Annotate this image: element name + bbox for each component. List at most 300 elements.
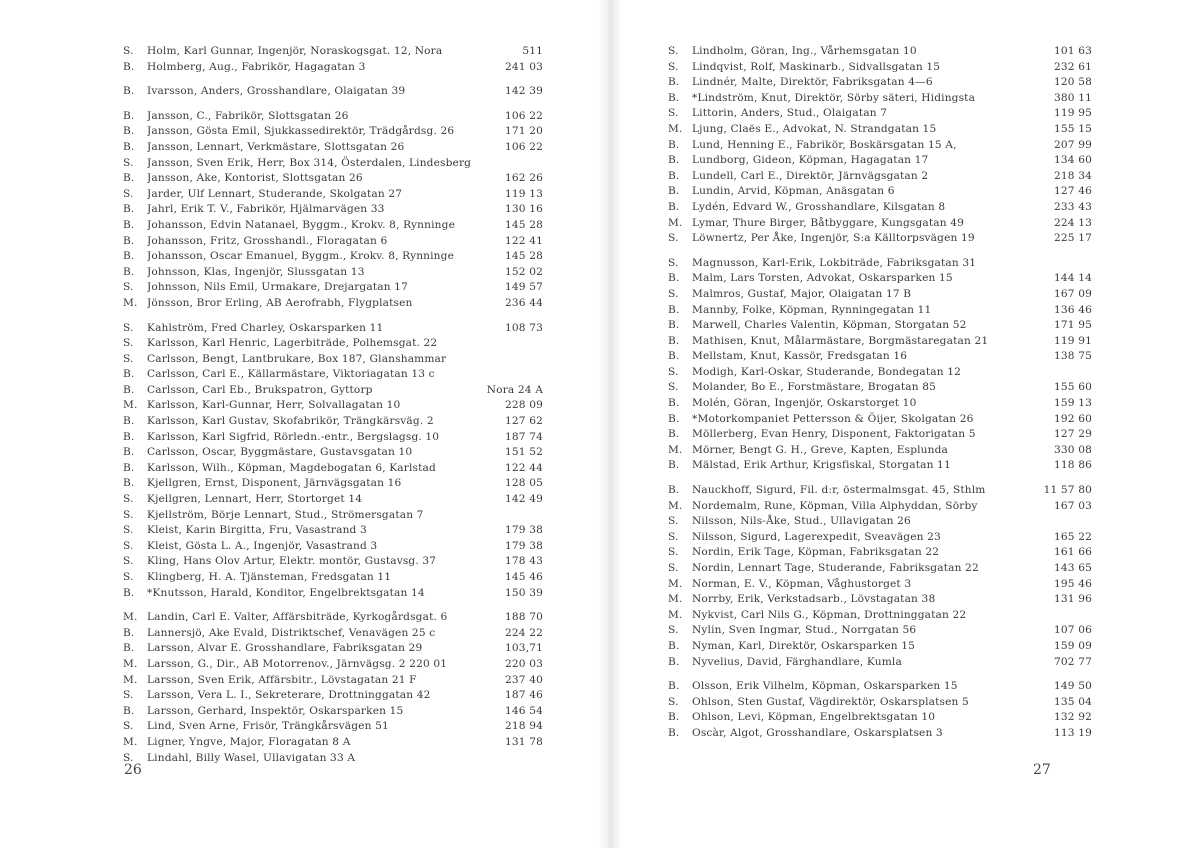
entry-name-address: Norman, E. V., Köpman, Våghustorget 3 (692, 577, 912, 590)
entry-category-code: B. (123, 250, 135, 263)
entry-phone-number: 108 73 (505, 321, 543, 334)
entry-name-address: Johansson, Oscar Emanuel, Byggm., Krokv. 8, Rynninge (147, 250, 455, 263)
entry-category-code: S. (123, 524, 134, 537)
entry-phone-number: 380 11 (1054, 91, 1092, 104)
entry-category-code: S. (123, 337, 134, 350)
page-number-right: 27 (1033, 762, 1051, 778)
entry-category-code: B. (123, 234, 135, 247)
entry-category-code: S. (668, 562, 679, 574)
entry-phone-number: 207 99 (1054, 138, 1092, 151)
entry-category-code: B. (123, 125, 135, 138)
entry-name-address: Larsson, Alvar E. Grosshandlare, Fabriksgatan 29 (147, 642, 423, 655)
entry-name-address: Karlsson, Karl Henric, Lagerbiträde, Polhemsgat. 22 (147, 337, 438, 350)
directory-entry (123, 626, 543, 642)
entry-phone-number: 119 13 (505, 187, 543, 200)
entry-phone-number: 195 46 (1054, 577, 1092, 590)
entry-category-code: B. (668, 459, 680, 472)
entry-category-code: B. (123, 203, 135, 216)
entry-name-address: Nordemalm, Rune, Köpman, Villa Alphyddan, Sörby (692, 499, 978, 512)
directory-entry (123, 673, 543, 689)
entry-category-code: B. (668, 639, 680, 652)
directory-entry (668, 710, 1092, 726)
entry-phone-number: 224 22 (505, 626, 543, 639)
directory-entry (668, 365, 1092, 381)
entry-phone-number: 178 43 (505, 555, 543, 568)
entry-category-code: B. (668, 680, 680, 693)
directory-entry (668, 545, 1092, 561)
directory-entry (123, 586, 543, 602)
directory-entry (123, 218, 543, 234)
entry-phone-number: 127 62 (505, 415, 543, 428)
directory-entry (123, 84, 543, 100)
entry-phone-number: 218 34 (1054, 169, 1092, 182)
directory-entry (668, 427, 1092, 443)
directory-entry (668, 334, 1092, 350)
directory-entry (668, 153, 1092, 169)
entry-name-address: Jönsson, Bror Erling, AB Aerofrabh, Flygplatsen (147, 296, 413, 309)
entry-name-address: Carlsson, Carl Eb., Brukspatron, Gyttorp (147, 383, 373, 396)
entry-category-code: S. (123, 352, 134, 365)
entry-name-address: Larsson, Sven Erik, Affärsbitr., Lövstagatan 21 F (147, 673, 417, 686)
book-gutter (598, 0, 620, 848)
entry-phone-number: 145 28 (505, 250, 543, 263)
right-page (620, 0, 1200, 848)
entry-name-address: Nylin, Sven Ingmar, Stud., Norrgatan 56 (692, 624, 917, 637)
directory-entry (668, 60, 1092, 76)
entry-phone-number: 702 77 (1054, 655, 1092, 668)
entry-name-address: Möllerberg, Evan Henry, Disponent, Faktorigatan 5 (692, 428, 976, 441)
directory-entry (668, 396, 1092, 412)
directory-entry (668, 287, 1092, 303)
entry-category-code: M. (668, 577, 683, 590)
entry-name-address: Larsson, Gerhard, Inspektör, Oskarsparken 15 (147, 704, 404, 717)
entry-name-address: Kahlström, Fred Charley, Oskarsparken 11 (147, 321, 384, 334)
left-entry-list (123, 44, 543, 766)
entry-name-address: Lindholm, Göran, Ing., Vårhemsgatan 10 (692, 45, 917, 57)
directory-entry (668, 122, 1092, 138)
entry-name-address: Lund, Henning E., Fabrikör, Boskärsgatan 15 A, (692, 138, 957, 151)
entry-phone-number: 134 60 (1054, 154, 1092, 167)
directory-entry (668, 577, 1092, 593)
entry-name-address: Jansson, Ake, Kontorist, Slottsgatan 26 (147, 172, 363, 185)
entry-name-address: Mälstad, Erik Arthur, Krigsfiskal, Storgatan 11 (692, 459, 951, 472)
entry-category-code: B. (668, 428, 680, 441)
left-page (0, 0, 598, 848)
entry-name-address: Ljung, Claës E., Advokat, N. Strandgatan 15 (692, 122, 937, 135)
entry-phone-number: 171 20 (505, 125, 543, 138)
entry-name-address: Kleist, Karin Birgitta, Fru, Vasastrand 3 (147, 524, 367, 537)
entry-category-code: B. (668, 76, 680, 89)
directory-entry (668, 726, 1092, 742)
entry-category-code: B. (123, 626, 135, 639)
directory-entry (123, 44, 543, 60)
entry-category-code: B. (123, 477, 135, 490)
entry-name-address: Mellstam, Knut, Kassör, Fredsgatan 16 (692, 350, 908, 363)
entry-category-code: M. (668, 593, 683, 606)
entry-phone-number: 11 57 80 (1043, 484, 1092, 497)
entry-name-address: Johnsson, Nils Emil, Urmakare, Drejargatan 17 (147, 281, 408, 294)
entry-name-address: Molander, Bo E., Forstmästare, Brogatan 85 (692, 381, 937, 394)
entry-name-address: Nyvelius, David, Färghandlare, Kumla (692, 655, 902, 668)
entry-phone-number: 171 95 (1054, 319, 1092, 332)
directory-entry (123, 657, 543, 673)
entry-name-address: Ohlson, Sten Gustaf, Vägdirektör, Oskarsplatsen 5 (692, 695, 969, 708)
entry-phone-number: 241 03 (505, 60, 543, 73)
entry-name-address: Ligner, Yngve, Major, Floragatan 8 A (147, 735, 351, 748)
entry-name-address: Mathisen, Knut, Målarmästare, Borgmästaregatan 21 (692, 334, 989, 347)
entry-category-code: B. (668, 350, 680, 363)
directory-entry (123, 321, 543, 337)
entry-category-code: M. (668, 608, 683, 621)
entry-category-code: S. (668, 530, 679, 543)
directory-entry (123, 202, 543, 218)
page-number-left: 26 (124, 762, 142, 778)
entry-category-code: S. (123, 321, 134, 334)
entry-name-address: Johansson, Fritz, Grosshandl., Floragatan 6 (147, 234, 388, 247)
entry-category-code: S. (123, 720, 134, 733)
entry-name-address: Lindnér, Malte, Direktör, Fabriksgatan 4—6 (692, 76, 933, 89)
entry-phone-number: 119 91 (1054, 334, 1092, 347)
entry-phone-number: 232 61 (1054, 60, 1092, 73)
entry-name-address: Lindqvist, Rolf, Maskinarb., Sidvallsgatan 15 (692, 60, 941, 73)
entry-phone-number: 165 22 (1054, 530, 1092, 543)
entry-phone-number: 188 70 (505, 611, 543, 624)
directory-entry (668, 483, 1092, 499)
entry-name-address: Oscàr, Algot, Grosshandlare, Oskarsplatsen 3 (692, 726, 943, 739)
entry-category-code: S. (668, 381, 679, 394)
entry-name-address: Lymar, Thure Birger, Båtbyggare, Kungsgatan 49 (692, 216, 965, 229)
entry-category-code: M. (123, 735, 138, 748)
directory-entry (123, 461, 543, 477)
entry-category-code: B. (668, 334, 680, 347)
entry-name-address: Jansson, Gösta Emil, Sjukkassedirektör, Trädgårdsg. 26 (147, 125, 455, 138)
entry-phone-number: 152 02 (505, 265, 543, 278)
entry-name-address: Jansson, C., Fabrikör, Slottsgatan 26 (147, 109, 349, 122)
entry-name-address: Lannersjö, Ake Evald, Distriktschef, Venavägen 25 c (147, 626, 436, 639)
entry-phone-number: 155 60 (1054, 381, 1092, 394)
entry-phone-number: 167 09 (1054, 287, 1092, 300)
entry-phone-number: 159 09 (1054, 639, 1092, 652)
directory-entry (123, 704, 543, 720)
directory-entry (668, 530, 1092, 546)
directory-entry (123, 414, 543, 430)
entry-category-code: S. (668, 695, 679, 708)
directory-entry (123, 539, 543, 555)
directory-entry (123, 124, 543, 140)
directory-entry (123, 445, 543, 461)
directory-entry (123, 523, 543, 539)
entry-name-address: Jansson, Lennart, Verkmästare, Slottsgatan 26 (147, 140, 405, 153)
entry-phone-number: 179 38 (505, 539, 543, 552)
directory-entry (123, 735, 543, 751)
entry-category-code: B. (123, 383, 135, 396)
entry-phone-number: 162 26 (505, 172, 543, 185)
directory-entry (668, 75, 1092, 91)
entry-phone-number: 122 41 (505, 234, 543, 247)
entry-name-address: Carlsson, Carl E., Källarmästare, Viktoriagatan 13 c (147, 368, 435, 381)
entry-category-code: M. (668, 499, 683, 512)
directory-entry (668, 592, 1092, 608)
entry-category-code: S. (123, 751, 134, 764)
entry-phone-number: 236 44 (505, 296, 543, 309)
entry-category-code: S. (668, 546, 679, 559)
directory-entry (668, 271, 1092, 287)
entry-category-code: B. (668, 169, 680, 182)
entry-phone-number: 330 08 (1054, 443, 1092, 456)
entry-name-address: Mörner, Bengt G. H., Greve, Kapten, Esplunda (692, 443, 949, 456)
entry-phone-number: 132 92 (1054, 711, 1092, 724)
entry-name-address: Kjellgren, Ernst, Disponent, Järnvägsgatan 16 (147, 477, 402, 490)
entry-phone-number: 151 52 (505, 446, 543, 459)
entry-phone-number: 511 (522, 45, 543, 57)
entry-name-address: Kling, Hans Olov Artur, Elektr. montör, Gustavsg. 37 (147, 555, 437, 568)
entry-category-code: B. (123, 586, 135, 599)
entry-category-code: S. (668, 515, 679, 528)
entry-phone-number: 127 29 (1054, 428, 1092, 441)
entry-category-code: B. (668, 397, 680, 410)
entry-category-code: B. (668, 655, 680, 668)
entry-phone-number: 128 05 (505, 477, 543, 490)
entry-phone-number: 228 09 (505, 399, 543, 412)
entry-category-code: B. (123, 60, 135, 73)
directory-entry (123, 367, 543, 383)
entry-category-code: B. (123, 85, 135, 98)
entry-category-code: S. (668, 107, 679, 120)
directory-entry (668, 623, 1092, 639)
entry-phone-number: 237 40 (505, 673, 543, 686)
entry-name-address: Modigh, Karl-Oskar, Studerande, Bondegatan 12 (692, 365, 961, 378)
entry-category-code: M. (123, 399, 138, 412)
directory-entry (668, 412, 1092, 428)
entry-phone-number: 218 94 (505, 720, 543, 733)
entry-name-address: Johansson, Edvin Natanael, Byggm., Krokv. 8, Rynninge (147, 218, 455, 231)
entry-category-code: B. (123, 446, 135, 459)
directory-entry (668, 169, 1092, 185)
directory-entry (668, 443, 1092, 459)
entry-category-code: M. (123, 611, 138, 624)
directory-entry (123, 336, 543, 352)
entry-category-code: M. (668, 216, 683, 229)
entry-category-code: M. (123, 657, 138, 670)
entry-phone-number: 103,71 (505, 642, 543, 655)
entry-name-address: Lindahl, Billy Wasel, Ullavigatan 33 A (147, 751, 356, 764)
directory-entry (123, 296, 543, 312)
entry-category-code: B. (668, 303, 680, 316)
entry-category-code: B. (668, 154, 680, 167)
entry-phone-number: 149 50 (1054, 680, 1092, 693)
entry-category-code: S. (123, 281, 134, 294)
directory-entry (668, 561, 1092, 577)
entry-category-code: B. (123, 109, 135, 122)
entry-category-code: B. (123, 704, 135, 717)
entry-phone-number: 122 44 (505, 461, 543, 474)
entry-category-code: S. (123, 539, 134, 552)
directory-entry (668, 679, 1092, 695)
directory-entry (668, 303, 1092, 319)
entry-phone-number: 101 63 (1054, 45, 1092, 57)
directory-entry (668, 318, 1092, 334)
entry-phone-number: 179 38 (505, 524, 543, 537)
entry-category-code: B. (123, 218, 135, 231)
entry-name-address: Kjellström, Börje Lennart, Stud., Strömersgatan 7 (147, 508, 424, 521)
entry-phone-number: 155 15 (1054, 122, 1092, 135)
entry-category-code: B. (668, 138, 680, 151)
directory-entry (668, 138, 1092, 154)
entry-phone-number: 167 03 (1054, 499, 1092, 512)
directory-entry (668, 695, 1092, 711)
entry-category-code: B. (123, 415, 135, 428)
entry-name-address: Nilsson, Sigurd, Lagerexpedit, Sveavägen 23 (692, 530, 941, 543)
directory-entry (123, 719, 543, 735)
entry-name-address: *Motorkompaniet Pettersson & Öijer, Skolgatan 26 (692, 412, 974, 425)
directory-entry (123, 751, 543, 767)
entry-name-address: Malmros, Gustaf, Major, Olaigatan 17 B (692, 287, 912, 300)
directory-entry (668, 91, 1092, 107)
entry-name-address: Landin, Carl E. Valter, Affärsbiträde, Kyrkogårdsgat. 6 (147, 611, 448, 624)
entry-category-code: S. (123, 571, 134, 583)
directory-entry (668, 231, 1092, 247)
entry-category-code: S. (123, 156, 134, 169)
directory-entry (123, 641, 543, 657)
entry-name-address: Larsson, G., Dir., AB Motorrenov., Järnvägsg. 2 220 01 (147, 657, 448, 670)
entry-category-code: B. (668, 200, 680, 213)
entry-category-code: S. (123, 508, 134, 521)
entry-category-code: B. (123, 140, 135, 153)
entry-category-code: S. (668, 287, 679, 300)
entry-name-address: Karlsson, Karl-Gunnar, Herr, Solvallagatan 10 (147, 399, 401, 412)
directory-entry (123, 570, 543, 586)
entry-phone-number: Nora 24 A (486, 383, 543, 396)
entry-name-address: *Lindström, Knut, Direktör, Sörby säteri, Hidingsta (692, 91, 976, 104)
entry-phone-number: 130 16 (505, 203, 543, 216)
entry-name-address: Malm, Lars Torsten, Advokat, Oskarsparken 15 (692, 272, 953, 285)
entry-phone-number: 187 74 (505, 430, 543, 443)
directory-entry (668, 44, 1092, 60)
entry-name-address: Klingberg, H. A. Tjänsteman, Fredsgatan 11 (147, 571, 392, 583)
entry-name-address: Jahrl, Erik T. V., Fabrikör, Hjälmarvägen 33 (147, 203, 385, 216)
entry-phone-number: 143 65 (1054, 562, 1092, 574)
entry-name-address: Ohlson, Levi, Köpman, Engelbrektsgatan 10 (692, 711, 936, 724)
entry-phone-number: 131 78 (505, 735, 543, 748)
entry-category-code: S. (123, 45, 134, 57)
entry-category-code: M. (123, 673, 138, 686)
entry-category-code: B. (668, 412, 680, 425)
directory-entry (668, 184, 1092, 200)
directory-entry (668, 608, 1092, 624)
entry-name-address: Molén, Göran, Ingenjör, Oskarstorget 10 (692, 397, 917, 410)
entry-name-address: Littorin, Anders, Stud., Olaigatan 7 (692, 107, 888, 120)
directory-entry (123, 156, 543, 172)
directory-entry (668, 655, 1092, 671)
entry-category-code: B. (668, 91, 680, 104)
entry-phone-number: 106 22 (505, 109, 543, 122)
entry-phone-number: 150 39 (505, 586, 543, 599)
directory-entry (123, 109, 543, 125)
entry-name-address: Jansson, Sven Erik, Herr, Box 314, Österdalen, Lindesberg (147, 156, 472, 169)
directory-entry (123, 187, 543, 203)
directory-entry (668, 514, 1092, 530)
entry-category-code: M. (668, 443, 683, 456)
directory-entry (668, 200, 1092, 216)
directory-entry (123, 430, 543, 446)
entry-name-address: Mannby, Folke, Köpman, Rynningegatan 11 (692, 303, 932, 316)
entry-phone-number: 145 28 (505, 218, 543, 231)
entry-name-address: Larsson, Vera L. I., Sekreterare, Drottninggatan 42 (147, 689, 431, 702)
directory-entry (123, 476, 543, 492)
entry-category-code: B. (123, 461, 135, 474)
entry-name-address: Lundborg, Gideon, Köpman, Hagagatan 17 (692, 154, 929, 167)
entry-name-address: Jarder, Ulf Lennart, Studerande, Skolgatan 27 (147, 187, 403, 200)
entry-category-code: B. (123, 368, 135, 381)
entry-name-address: Löwnertz, Per Åke, Ingenjör, S:a Källtorpsvägen 19 (692, 232, 975, 245)
entry-category-code: S. (668, 232, 679, 245)
right-entry-list (668, 44, 1092, 742)
directory-entry (123, 508, 543, 524)
entry-category-code: S. (668, 45, 679, 57)
entry-phone-number: 106 22 (505, 140, 543, 153)
entry-phone-number: 149 57 (505, 281, 543, 294)
entry-name-address: Lind, Sven Arne, Frisör, Trängkårsvägen 51 (147, 720, 389, 733)
directory-entry (123, 398, 543, 414)
entry-name-address: Lundell, Carl E., Direktör, Järnvägsgatan 2 (692, 169, 929, 182)
directory-entry (668, 349, 1092, 365)
directory-entry (668, 499, 1092, 515)
entry-phone-number: 146 54 (505, 704, 543, 717)
entry-name-address: Nykvist, Carl Nils G., Köpman, Drottninggatan 22 (692, 608, 967, 621)
directory-entry (123, 352, 543, 368)
entry-phone-number: 225 17 (1054, 232, 1092, 245)
entry-category-code: S. (123, 187, 134, 200)
entry-phone-number: 120 58 (1054, 76, 1092, 89)
entry-name-address: Johnsson, Klas, Ingenjör, Slussgatan 13 (147, 265, 365, 278)
entry-name-address: Magnusson, Karl-Erik, Lokbiträde, Fabriksgatan 31 (692, 256, 977, 269)
entry-name-address: Nordin, Erik Tage, Köpman, Fabriksgatan 22 (692, 546, 940, 559)
entry-name-address: Ivarsson, Anders, Grosshandlare, Olaigatan 39 (147, 85, 406, 98)
directory-entry (123, 171, 543, 187)
directory-entry (668, 380, 1092, 396)
entry-phone-number: 224 13 (1054, 216, 1092, 229)
entry-phone-number: 135 04 (1054, 695, 1092, 708)
entry-name-address: Marwell, Charles Valentin, Köpman, Storgatan 52 (692, 319, 967, 332)
directory-entry (668, 256, 1092, 272)
entry-phone-number: 136 46 (1054, 303, 1092, 316)
entry-phone-number: 142 49 (505, 493, 543, 506)
entry-name-address: Nyman, Karl, Direktör, Oskarsparken 15 (692, 639, 916, 652)
entry-name-address: Carlsson, Oscar, Byggmästare, Gustavsgatan 10 (147, 446, 413, 459)
entry-category-code: S. (123, 493, 134, 506)
entry-name-address: Holm, Karl Gunnar, Ingenjör, Noraskogsgat. 12, Nora (147, 45, 443, 57)
directory-entry (123, 610, 543, 626)
entry-category-code: B. (123, 642, 135, 655)
entry-phone-number: 138 75 (1054, 350, 1092, 363)
entry-category-code: B. (123, 172, 135, 185)
entry-phone-number: 161 66 (1054, 546, 1092, 559)
entry-phone-number: 131 96 (1054, 593, 1092, 606)
entry-phone-number: 142 39 (505, 85, 543, 98)
directory-entry (668, 639, 1092, 655)
entry-phone-number: 187 46 (505, 689, 543, 702)
entry-phone-number: 192 60 (1054, 412, 1092, 425)
entry-phone-number: 107 06 (1054, 624, 1092, 637)
directory-entry (123, 234, 543, 250)
entry-name-address: Kjellgren, Lennart, Herr, Stortorget 14 (147, 493, 363, 506)
entry-phone-number: 159 13 (1054, 397, 1092, 410)
entry-category-code: S. (668, 365, 679, 378)
entry-category-code: B. (668, 319, 680, 332)
entry-phone-number: 233 43 (1054, 200, 1092, 213)
directory-entry (123, 249, 543, 265)
entry-phone-number: 118 86 (1054, 459, 1092, 472)
